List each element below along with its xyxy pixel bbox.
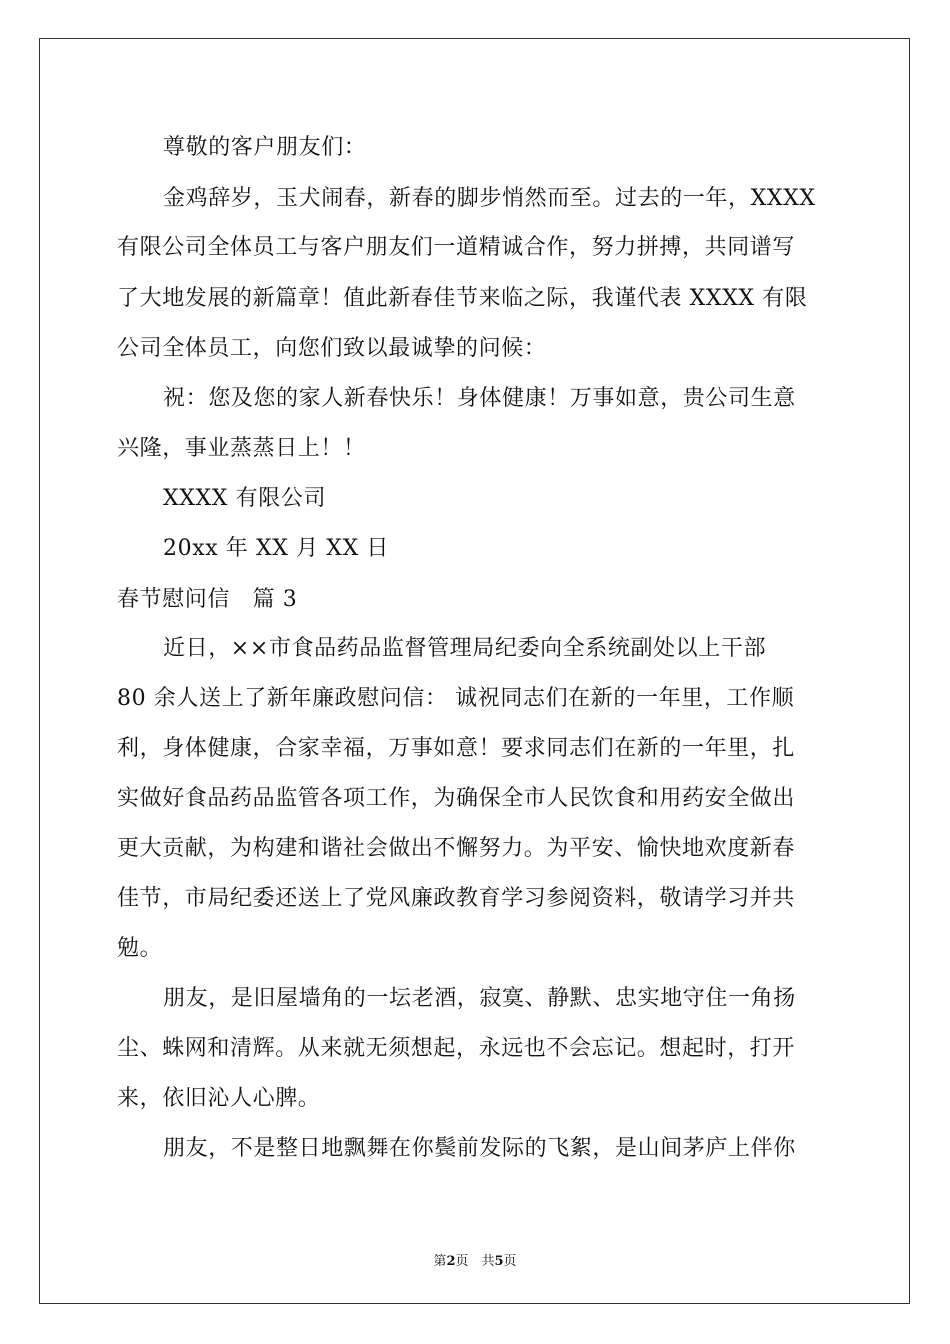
paragraph-line: 兴隆，事业蒸蒸日上！！	[117, 436, 366, 461]
paragraph-line: 实做好食品药品监管各项工作，为确保全市人民饮食和用药安全做出	[117, 786, 796, 811]
date: 20xx 年 XX 月 XX 日	[163, 536, 390, 561]
footer-mid: 页 共	[455, 1254, 495, 1269]
page-border	[39, 38, 910, 1304]
page-footer	[0, 1250, 950, 1269]
salutation: 尊敬的客户朋友们：	[163, 135, 367, 160]
paragraph-line: 更大贡献，为构建和谐社会做出不懈努力。为平安、愉快地欢度新春	[117, 836, 796, 861]
paragraph-line: 佳节，市局纪委还送上了党风廉政教育学习参阅资料，敬请学习并共	[117, 886, 796, 911]
paragraph-line: 利，身体健康，合家幸福，万事如意！要求同志们在新的一年里，扎	[117, 736, 796, 761]
paragraph-line: 80 余人送上了新年廉政慰问信： 诚祝同志们在新的一年里，工作顺	[117, 686, 795, 711]
current-page-number: 2	[446, 1254, 456, 1269]
paragraph-line: 了大地发展的新篇章！值此新春佳节来临之际，我谨代表 XXXX 有限	[117, 286, 808, 311]
paragraph-line: 来，依旧沁人心脾。	[117, 1086, 321, 1111]
paragraph-line: 近日，××市食品药品监督管理局纪委向全系统副处以上干部	[163, 636, 767, 661]
paragraph-line: 勉。	[117, 936, 163, 961]
paragraph-line: 公司全体员工，向您们致以最诚挚的问候：	[117, 336, 547, 361]
footer-prefix: 第	[433, 1254, 447, 1269]
total-pages: 5	[494, 1254, 504, 1269]
footer-suffix: 页	[503, 1254, 517, 1269]
paragraph-line: 有限公司全体员工与客户朋友们一道精诚合作，努力拼搏，共同谱写	[117, 235, 796, 260]
paragraph-line: 尘、蛛网和清辉。从来就无须想起，永远也不会忘记。想起时，打开	[117, 1036, 796, 1061]
paragraph-line: 金鸡辞岁，玉犬闹春，新春的脚步悄然而至。过去的一年，XXXX	[163, 186, 816, 211]
paragraph-line: 祝：您及您的家人新春快乐！身体健康！万事如意，贵公司生意	[163, 386, 796, 411]
section-heading: 春节慰问信 篇 3	[117, 587, 298, 612]
paragraph-line: 朋友，是旧屋墙角的一坛老酒，寂寞、静默、忠实地守住一角扬	[163, 986, 796, 1011]
paragraph-line: 朋友，不是整日地飘舞在你鬓前发际的飞絮，是山间茅庐上伴你	[163, 1136, 796, 1161]
signature: XXXX 有限公司	[163, 486, 327, 511]
